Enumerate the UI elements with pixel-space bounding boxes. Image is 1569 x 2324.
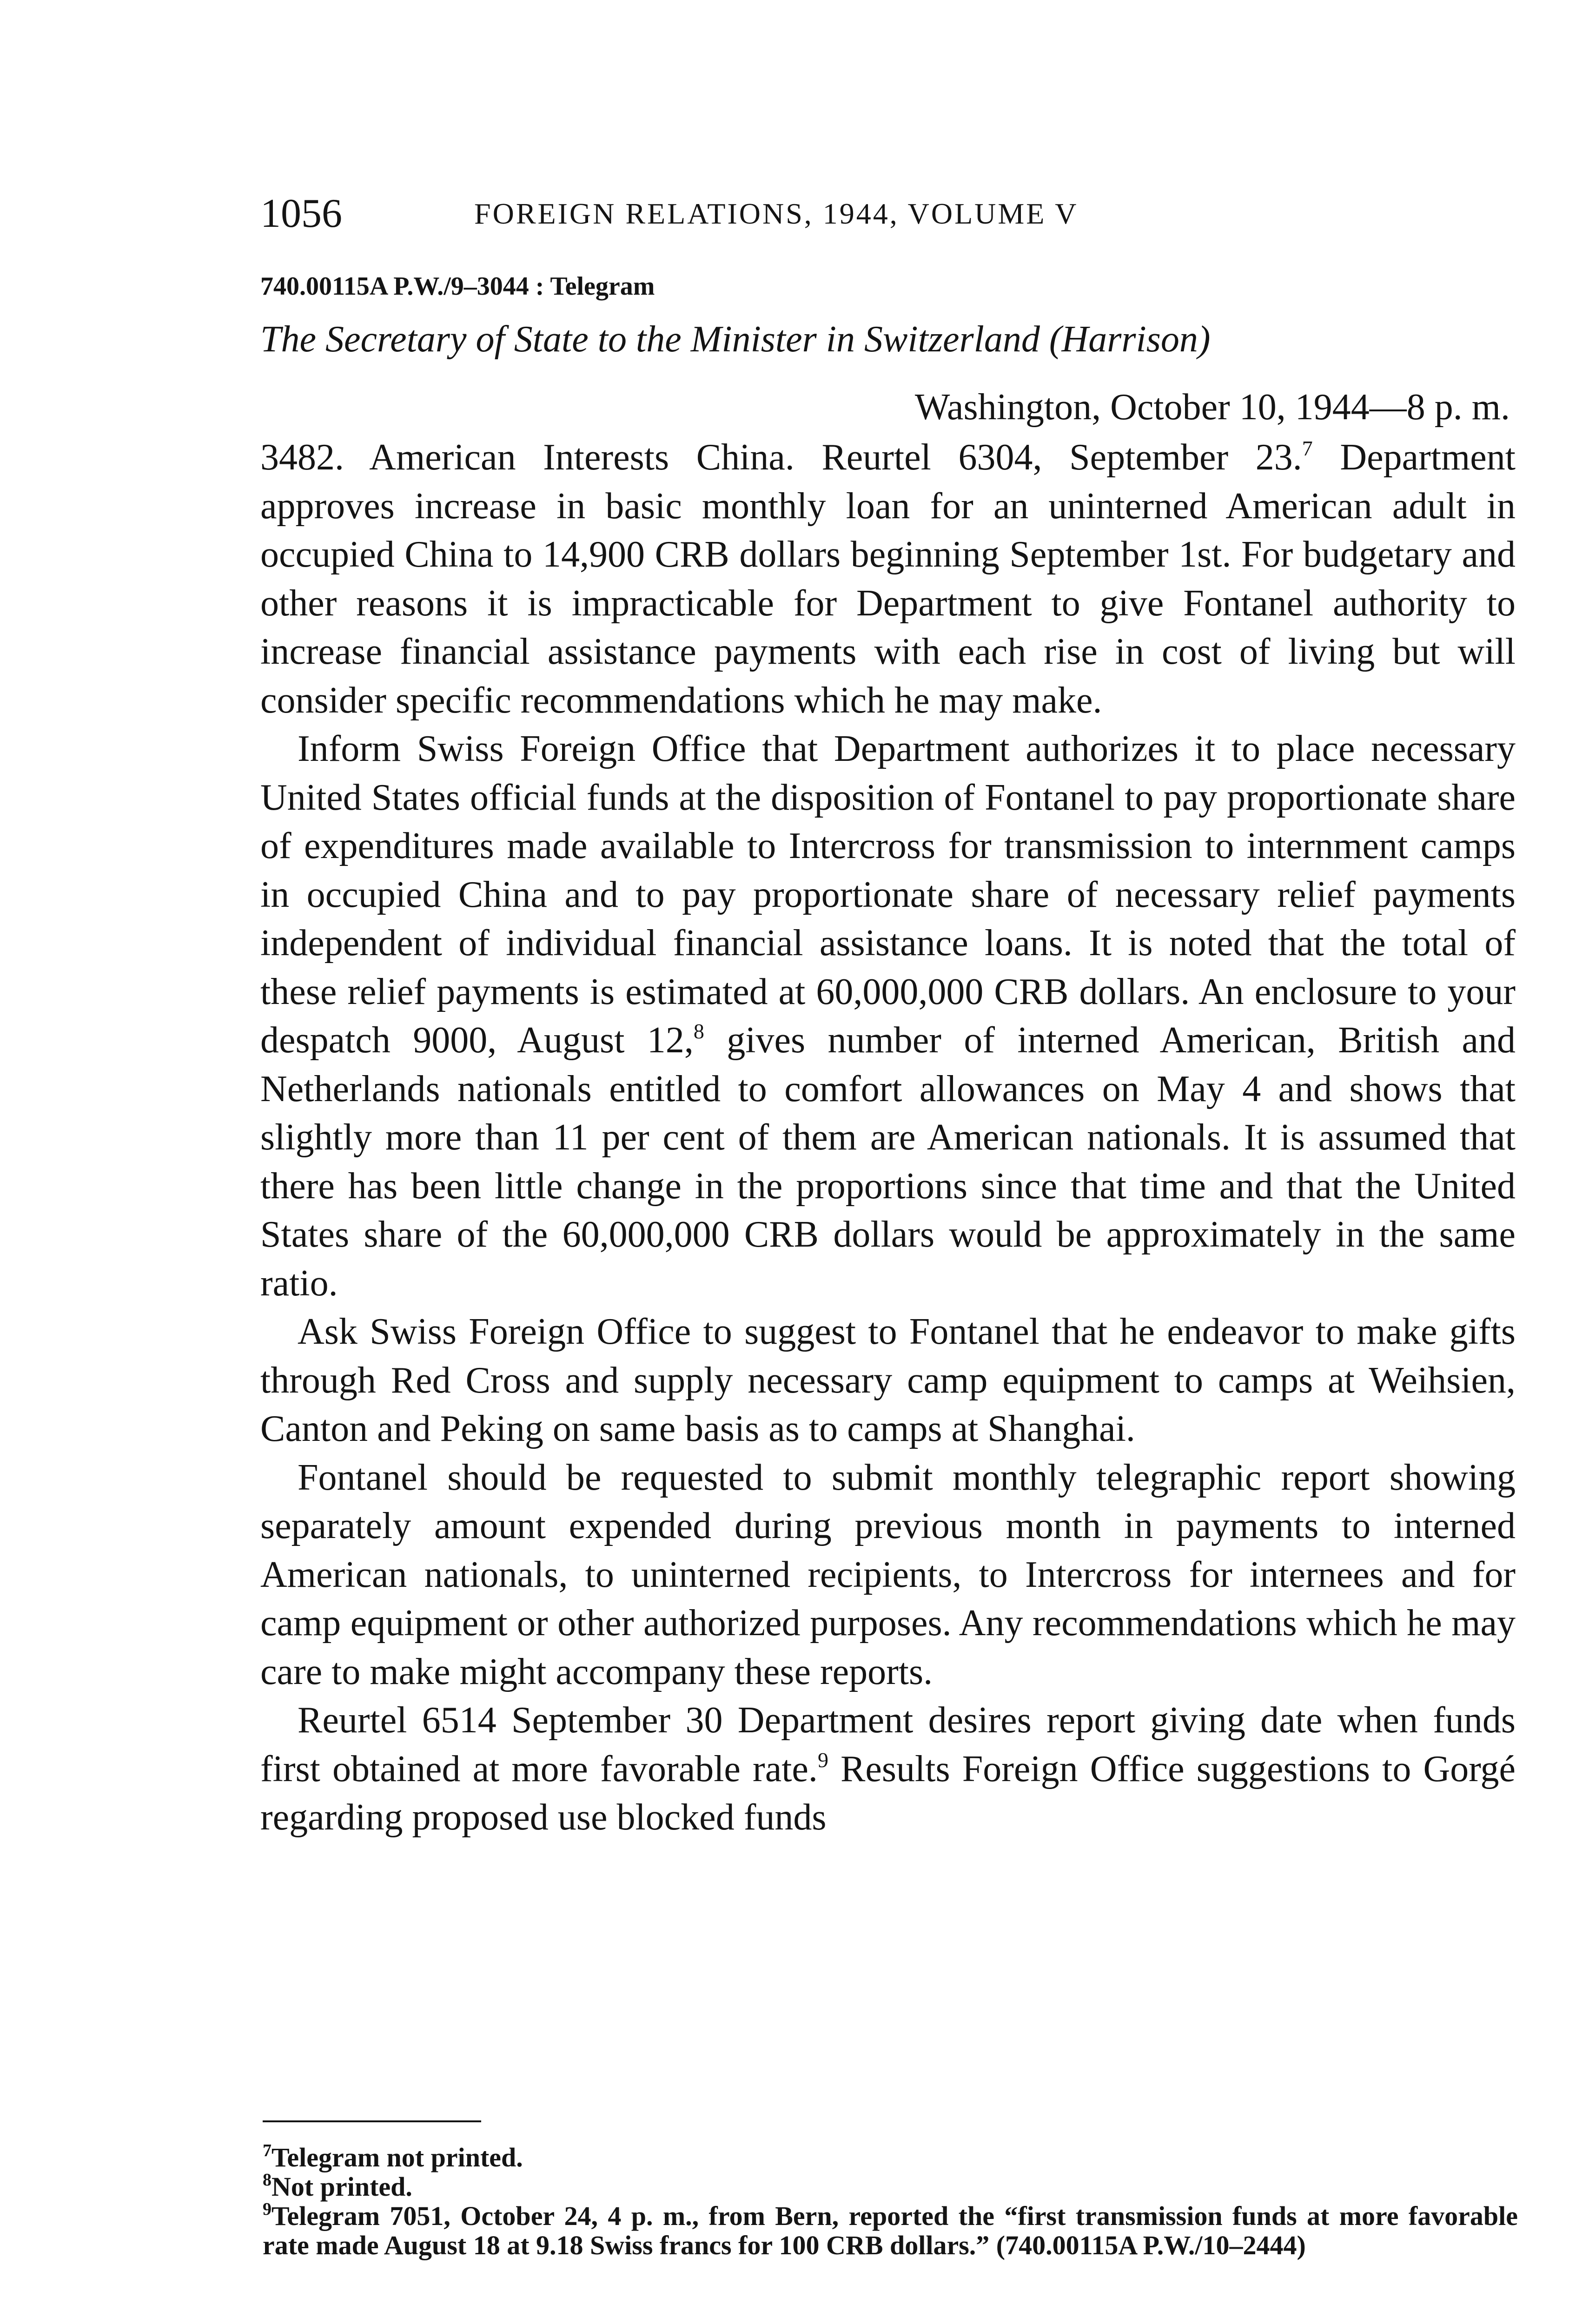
paragraph-text: Reurtel 6514 September 30 Department desires report giving date when funds first obtained at more favorable rate. (260, 1700, 1516, 1789)
footnote-mark: 9 (263, 2199, 271, 2219)
footnote-reference: 8 (693, 1019, 704, 1043)
document-title: The Secretary of State to the Minister in Switzerland (Harrison) (260, 319, 1211, 360)
dateline: Washington, October 10, 1944—8 p. m. (914, 387, 1510, 428)
paragraph-text: gives number of interned American, British and Netherlands nationals entitled to comfort allowances on May 4 and shows that slightly more than 11 per cent of them are American nationals. It is assumed that there has been little change in the proportions since that time and that the United States share of the 60,000,000 CRB dollars would be approximately in the same ratio. (260, 1020, 1516, 1304)
footnote-text: Not printed. (271, 2172, 412, 2202)
paragraph-4: Fontanel should be requested to submit monthly telegraphic report showing separately amount expended during previous month in payments to interned American nationals, to uninterned recipients, to Intercross for internees and for camp equipment or other authorized purposes. Any recommendations which he may care to make might accompany these reports. (260, 1457, 1516, 1692)
file-number: 740.00115A P.W./9–3044 : Telegram (260, 272, 655, 301)
running-title: FOREIGN RELATIONS, 1944, VOLUME V (474, 197, 1079, 230)
footnote-9 (263, 2201, 1518, 2260)
footnote-mark: 7 (263, 2141, 271, 2160)
footnote-divider (263, 2120, 481, 2122)
paragraph-2 (260, 725, 1516, 1307)
telegram-body (260, 433, 1516, 1842)
paragraph-text: Department approves increase in basic monthly loan for an uninterned American adult in occupied China to 14,900 CRB dollars beginning September 1st. For budgetary and other reasons it is impracticable for Department to give Fontanel authority to increase financial assistance payments with each rise in cost of living but will consider specific recommendations which he may make. (260, 437, 1516, 721)
footnote-mark: 8 (263, 2170, 271, 2190)
running-head (260, 186, 1516, 242)
paragraph-1 (260, 433, 1516, 725)
footnote-text: Telegram not printed. (271, 2142, 523, 2172)
page-number: 1056 (260, 191, 342, 236)
document-page (260, 186, 1516, 1842)
footnote-7 (263, 2143, 1518, 2172)
footnote-8 (263, 2172, 1518, 2201)
paragraph-text: Inform Swiss Foreign Office that Department authorizes it to place necessary United States official funds at the disposition of Fontanel to pay proportionate share of expenditures made available to Intercross for transmission to internment camps in occupied China and to pay proportionate share of necessary relief payments independent of individual financial assistance loans. It is noted that the total of these relief payments is estimated at 60,000,000 CRB dollars. An enclosure to your despatch 9000, August 12, (260, 728, 1516, 1061)
footnotes (263, 2143, 1518, 2260)
paragraph-text: 3482. American Interests China. Reurtel 6304, September 23. (260, 437, 1302, 478)
footnote-reference: 9 (817, 1748, 828, 1772)
paragraph-3: Ask Swiss Foreign Office to suggest to Fontanel that he endeavor to make gifts through Red Cross and supply necessary camp equipment to camps at Weihsien, Canton and Peking on same basis as to camps at Shanghai. (260, 1311, 1516, 1449)
footnote-text: Telegram 7051, October 24, 4 p. m., from Bern, reported the “first transmission funds at more favorable rate made August 18 at 9.18 Swiss francs for 100 CRB dollars.” (740.00115A P.W./10–2444) (263, 2201, 1518, 2260)
paragraph-5 (260, 1696, 1516, 1842)
paragraph-text: Results Foreign Office suggestions to Gorgé regarding proposed use blocked funds (260, 1748, 1516, 1838)
footnote-reference: 7 (1302, 436, 1313, 460)
